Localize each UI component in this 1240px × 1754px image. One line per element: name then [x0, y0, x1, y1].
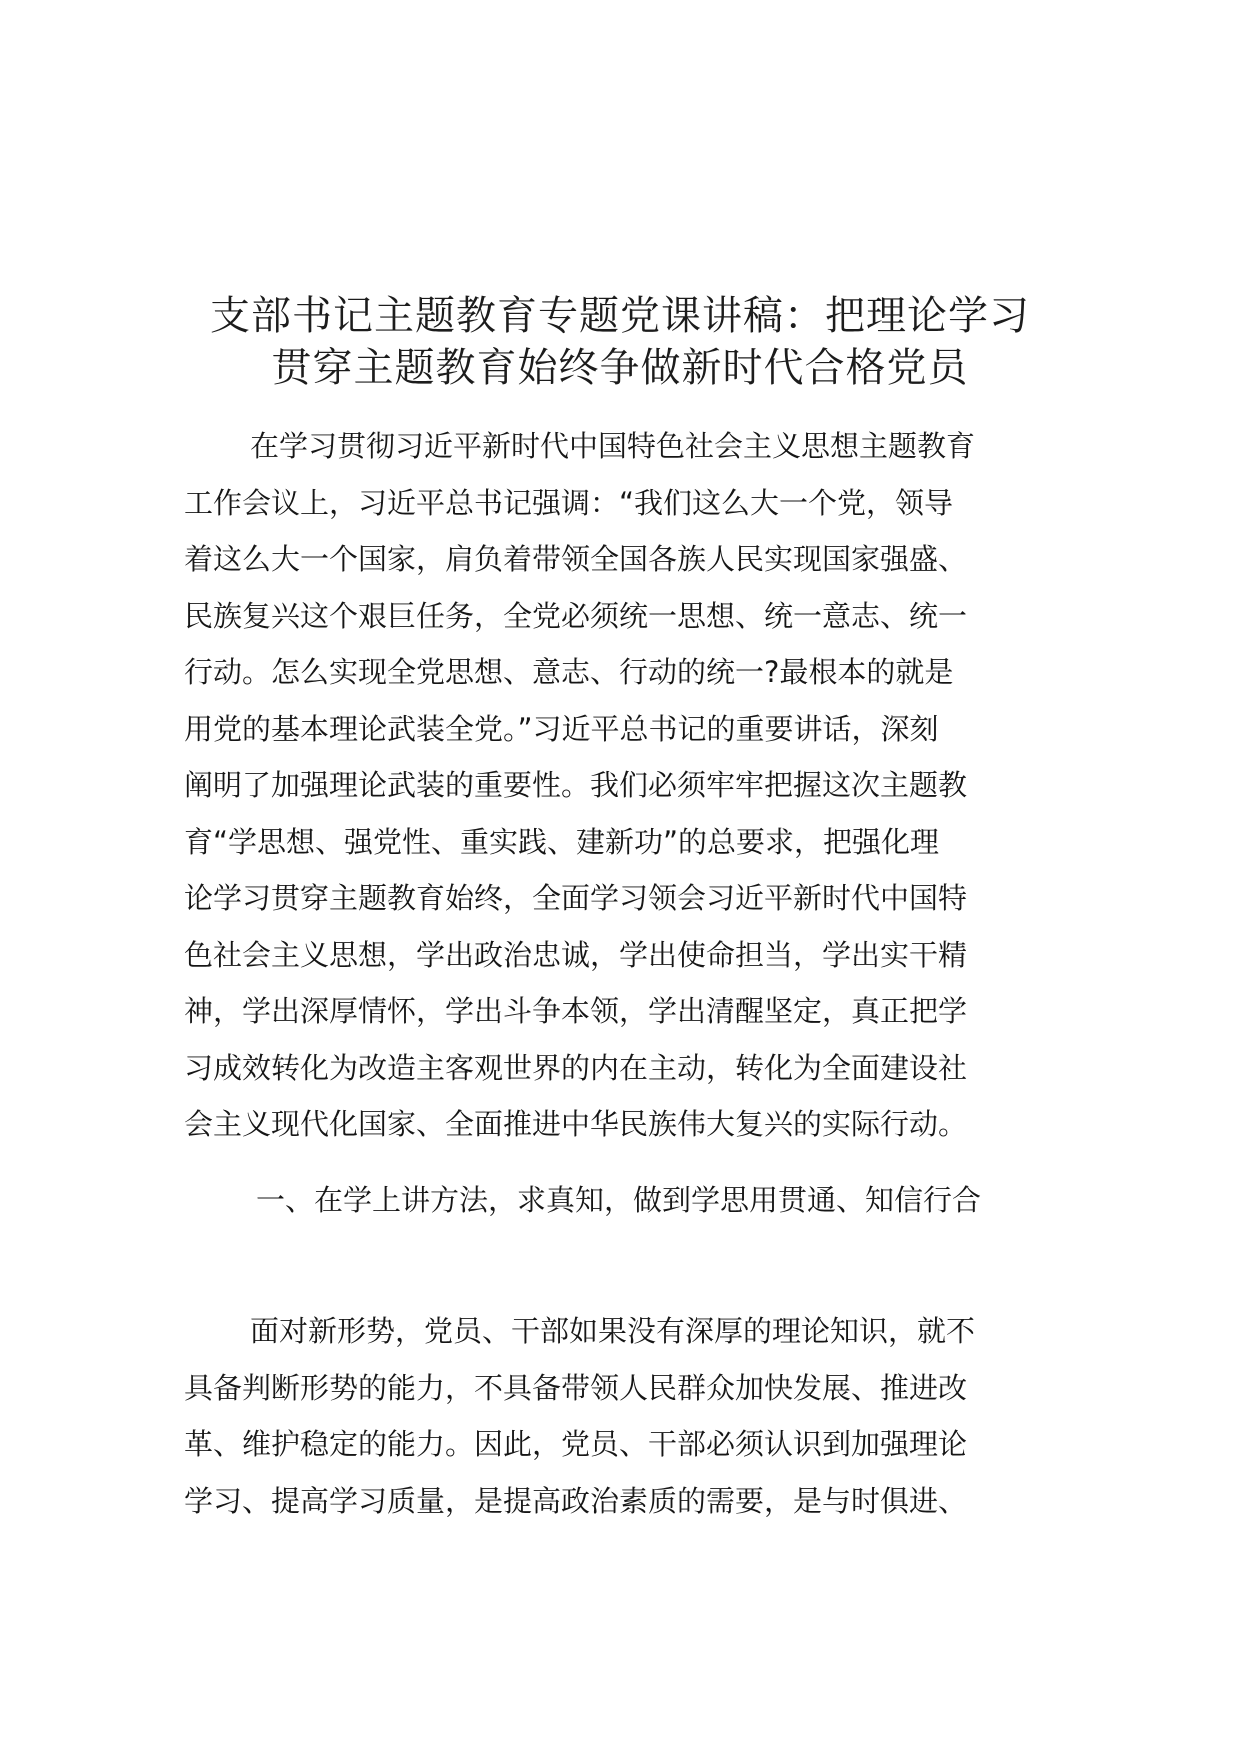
- title-line-2: 贯穿主题教育始终争做新时代合格党员: [271, 345, 969, 391]
- paragraph-line: 民族复兴这个艰巨任务，全党必须统一思想、统一意志、统一: [184, 598, 968, 633]
- paragraph-line: 论学习贯穿主题教育始终，全面学习领会习近平新时代中国特: [184, 881, 968, 915]
- section-heading-text: 一、在学上讲方法，求真知，做到学思用贯通、知信行合: [256, 1183, 982, 1217]
- paragraph-line: 在学习贯彻习近平新时代中国特色社会主义思想主题教育: [250, 429, 976, 463]
- section-heading-1: [184, 1172, 1064, 1229]
- paragraph-line: 面对新形势，党员、干部如果没有深厚的理论知识，就不: [250, 1314, 976, 1348]
- paragraph-line: 阐明了加强理论武装的重要性。我们必须牢牢把握这次主题教: [184, 768, 968, 802]
- paragraph-line: 工作会议上，习近平总书记强调：“我们这么大一个党，领导: [184, 485, 954, 520]
- paragraph-line: 会主义现代化国家、全面推进中华民族伟大复兴的实际行动。: [184, 1107, 968, 1141]
- paragraph-line: 色社会主义思想，学出政治忠诚，学出使命担当，学出实干精: [184, 937, 968, 972]
- paragraph-2: [184, 1303, 1064, 1529]
- paragraph-line: 革、维护稳定的能力。因此，党员、干部必须认识到加强理论: [184, 1427, 968, 1461]
- paragraph-line: 学习、提高学习质量，是提高政治素质的需要，是与时俱进、: [184, 1483, 968, 1518]
- document-title: [150, 290, 1090, 394]
- paragraph-line: 用党的基本理论武装全党。”习近平总书记的重要讲话，深刻: [184, 711, 939, 746]
- paragraph-1: [184, 418, 1064, 1153]
- paragraph-line: 行动。怎么实现全党思想、意志、行动的统一?最根本的就是: [184, 655, 954, 689]
- paragraph-line: 具备判断形势的能力，不具备带领人民群众加快发展、推进改: [184, 1370, 968, 1405]
- paragraph-line: 习成效转化为改造主客观世界的内在主动，转化为全面建设社: [184, 1050, 968, 1085]
- paragraph-line: 育“学思想、强党性、重实践、建新功”的总要求，把强化理: [184, 824, 940, 859]
- paragraph-line: 着这么大一个国家，肩负着带领全国各族人民实现国家强盛、: [184, 542, 968, 576]
- title-line-1: 支部书记主题教育专题党课讲稿：把理论学习: [210, 293, 1030, 339]
- paragraph-line: 神，学出深厚情怀，学出斗争本领，学出清醒坚定，真正把学: [184, 994, 968, 1028]
